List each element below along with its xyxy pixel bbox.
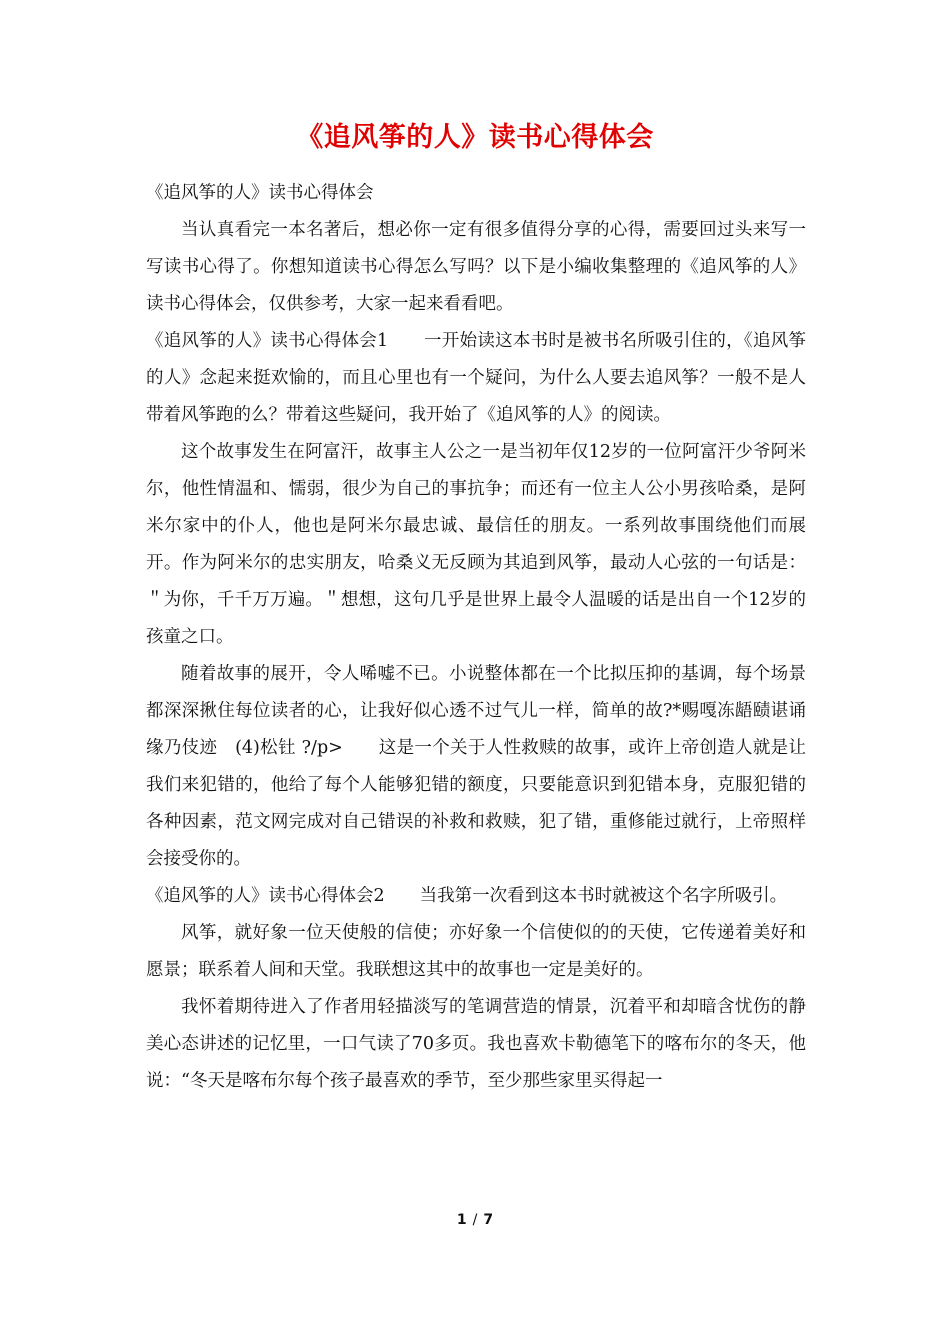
paragraph: 这个故事发生在阿富汗，故事主人公之一是当初年仅12岁的一位阿富汗少爷阿米尔，他性情温和、懦弱，很少为自己的事抗争；而还有一位主人公小男孩哈桑，是阿米尔家中的仆人，他也是阿米尔最忠诚、最信任的朋友。一系列故事围绕他们而展开。作为阿米尔的忠实朋友，哈桑义无反顾为其追到风筝，最动人心弦的一句话是：＂为你，千千万万遍。＂想想，这句几乎是世界上最令人温暖的话是出自一个12岁的孩童之口。 [146,442,806,647]
page-separator: / [472,1212,478,1228]
paragraph: 风筝，就好象一位天使般的信使；亦好象一个信使似的的天使，它传递着美好和愿景；联系着人间和天堂。我联想这其中的故事也一定是美好的。 [146,923,806,980]
page-current: 1 [456,1212,467,1228]
document-title: 《追风筝的人》读书心得体会 [296,122,654,153]
paragraph: 随着故事的展开，令人唏嘘不已。小说整体都在一个比拟压抑的基调，每个场景都深深揪住每位读者的心，让我好似心透不过气儿一样，简单的故?*赐嘎冻龉赜谌诵缘乃伎迹 (4)松钍 ?/p> 这是一个关于人性救赎的故事，或许上帝创造人就是让我们来犯错的，他给了每个人能够犯错的额度，只要能意识到犯错本身，克服犯错的各种因素，范文网完成对自己错误的补救和救赎，犯了错，重修能过就行，上帝照样会接受你的。 [146,664,806,869]
paragraph: 我怀着期待进入了作者用轻描淡写的笔调营造的情景，沉着平和却暗含忧伤的静美心态讲述的记忆里，一口气读了70多页。我也喜欢卡勒德笔下的喀布尔的冬天，他说：“冬天是喀布尔每个孩子最喜欢的季节，至少那些家里买得起一 [146,997,806,1091]
paragraph: 《追风筝的人》读书心得体会2 当我第一次看到这本书时就被这个名字所吸引。 [146,886,788,906]
paragraph: 《追风筝的人》读书心得体会 [146,183,374,203]
page-total: 7 [483,1212,494,1228]
paragraph: 当认真看完一本名著后，想必你一定有很多值得分享的心得，需要回过头来写一写读书心得了。你想知道读书心得怎么写吗？以下是小编收集整理的《追风筝的人》读书心得体会，仅供参考，大家一起来看看吧。 [146,220,806,314]
page-number [0,1212,950,1228]
paragraph: 《追风筝的人》读书心得体会1 一开始读这本书时是被书名所吸引住的，《追风筝的人》念起来挺欢愉的，而且心里也有一个疑问，为什么人要去追风筝？一般不是人带着风筝跑的么？带着这些疑问，我开始了《追风筝的人》的阅读。 [146,331,806,425]
document-body [146,175,806,1100]
